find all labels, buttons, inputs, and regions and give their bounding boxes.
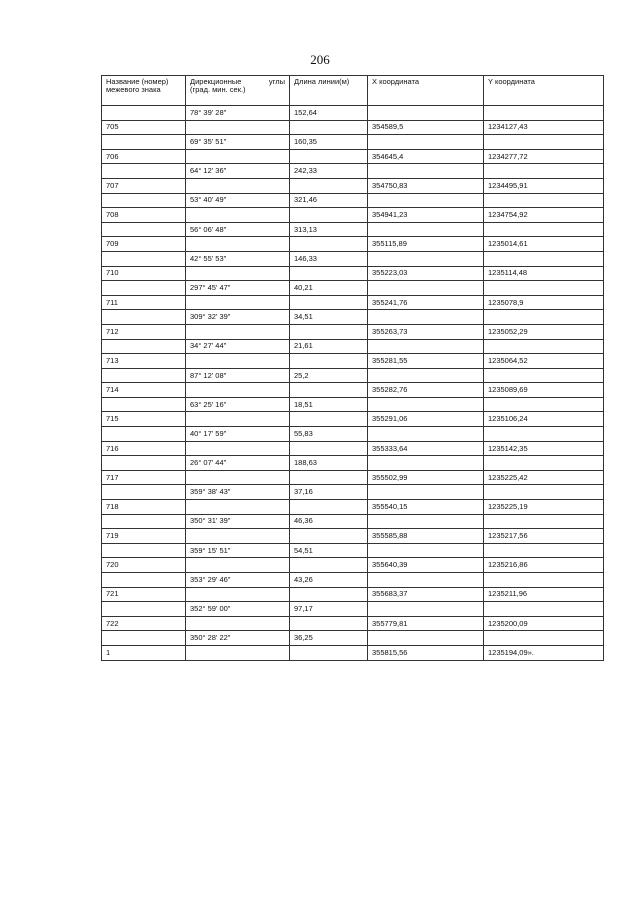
cell-name bbox=[102, 456, 186, 471]
cell-x bbox=[368, 485, 484, 500]
cell-name: 722 bbox=[102, 616, 186, 631]
cell-length: 188,63 bbox=[290, 456, 368, 471]
table-body bbox=[102, 106, 604, 661]
cell-y bbox=[484, 485, 604, 500]
header-angle-part3: (град. мин. сек.) bbox=[190, 84, 246, 94]
cell-length bbox=[290, 470, 368, 485]
cell-x bbox=[368, 543, 484, 558]
cell-name bbox=[102, 631, 186, 646]
cell-name bbox=[102, 164, 186, 179]
table-row bbox=[102, 295, 604, 310]
cell-angle bbox=[186, 354, 290, 369]
cell-name bbox=[102, 106, 186, 121]
cell-y bbox=[484, 222, 604, 237]
table-row bbox=[102, 383, 604, 398]
cell-name: 717 bbox=[102, 470, 186, 485]
cell-x bbox=[368, 281, 484, 296]
cell-y bbox=[484, 456, 604, 471]
cell-x bbox=[368, 573, 484, 588]
table-row bbox=[102, 397, 604, 412]
cell-length: 160,35 bbox=[290, 135, 368, 150]
cell-angle: 87° 12' 08" bbox=[186, 368, 290, 383]
cell-name: 719 bbox=[102, 529, 186, 544]
cell-y: 1235225,19 bbox=[484, 500, 604, 515]
header-y: Y координата bbox=[484, 76, 604, 106]
cell-name: 718 bbox=[102, 500, 186, 515]
cell-x bbox=[368, 106, 484, 121]
table-row bbox=[102, 456, 604, 471]
header-angle bbox=[186, 76, 290, 106]
cell-y: 1234127,43 bbox=[484, 120, 604, 135]
cell-angle: 56° 06' 48" bbox=[186, 222, 290, 237]
cell-name bbox=[102, 193, 186, 208]
cell-y bbox=[484, 397, 604, 412]
cell-x bbox=[368, 514, 484, 529]
cell-x: 354589,5 bbox=[368, 120, 484, 135]
cell-name: 711 bbox=[102, 295, 186, 310]
cell-length: 152,64 bbox=[290, 106, 368, 121]
cell-angle bbox=[186, 383, 290, 398]
cell-length: 313,13 bbox=[290, 222, 368, 237]
cell-length: 97,17 bbox=[290, 602, 368, 617]
cell-x: 355223,03 bbox=[368, 266, 484, 281]
cell-x bbox=[368, 164, 484, 179]
cell-x: 355640,39 bbox=[368, 558, 484, 573]
cell-y: 1235052,29 bbox=[484, 324, 604, 339]
cell-y bbox=[484, 164, 604, 179]
cell-angle bbox=[186, 237, 290, 252]
cell-length: 54,51 bbox=[290, 543, 368, 558]
table-row bbox=[102, 645, 604, 660]
cell-length bbox=[290, 412, 368, 427]
cell-angle bbox=[186, 529, 290, 544]
cell-name bbox=[102, 135, 186, 150]
cell-y bbox=[484, 281, 604, 296]
table-row bbox=[102, 427, 604, 442]
cell-name: 710 bbox=[102, 266, 186, 281]
cell-angle: 309° 32' 39" bbox=[186, 310, 290, 325]
cell-length: 21,61 bbox=[290, 339, 368, 354]
cell-length bbox=[290, 587, 368, 602]
table-row bbox=[102, 514, 604, 529]
cell-angle bbox=[186, 120, 290, 135]
cell-length: 146,33 bbox=[290, 251, 368, 266]
cell-name: 706 bbox=[102, 149, 186, 164]
cell-y bbox=[484, 543, 604, 558]
header-length: Длина линии(м) bbox=[290, 76, 368, 106]
cell-angle bbox=[186, 149, 290, 164]
cell-angle: 34° 27' 44" bbox=[186, 339, 290, 354]
cell-length bbox=[290, 295, 368, 310]
cell-x: 355115,89 bbox=[368, 237, 484, 252]
cell-y: 1235142,35 bbox=[484, 441, 604, 456]
cell-x bbox=[368, 456, 484, 471]
cell-y: 1234495,91 bbox=[484, 178, 604, 193]
cell-name bbox=[102, 573, 186, 588]
cell-y: 1235106,24 bbox=[484, 412, 604, 427]
cell-y: 1235064,52 bbox=[484, 354, 604, 369]
cell-y bbox=[484, 106, 604, 121]
cell-x: 355281,55 bbox=[368, 354, 484, 369]
cell-length bbox=[290, 645, 368, 660]
cell-y: 1235200,09 bbox=[484, 616, 604, 631]
cell-x: 355779,81 bbox=[368, 616, 484, 631]
table-row bbox=[102, 193, 604, 208]
cell-x bbox=[368, 310, 484, 325]
cell-length bbox=[290, 237, 368, 252]
cell-name: 713 bbox=[102, 354, 186, 369]
cell-name: 721 bbox=[102, 587, 186, 602]
cell-name bbox=[102, 397, 186, 412]
cell-y: 1235225,42 bbox=[484, 470, 604, 485]
cell-angle: 69° 35' 51" bbox=[186, 135, 290, 150]
cell-name: 720 bbox=[102, 558, 186, 573]
cell-x: 355540,15 bbox=[368, 500, 484, 515]
table-row bbox=[102, 164, 604, 179]
cell-x bbox=[368, 368, 484, 383]
cell-x bbox=[368, 222, 484, 237]
cell-angle: 26° 07' 44" bbox=[186, 456, 290, 471]
cell-length: 34,51 bbox=[290, 310, 368, 325]
cell-name bbox=[102, 222, 186, 237]
cell-y bbox=[484, 631, 604, 646]
table-row bbox=[102, 602, 604, 617]
table-row bbox=[102, 237, 604, 252]
cell-angle bbox=[186, 500, 290, 515]
cell-x: 355291,06 bbox=[368, 412, 484, 427]
cell-x: 355333,64 bbox=[368, 441, 484, 456]
table-row bbox=[102, 470, 604, 485]
cell-length bbox=[290, 178, 368, 193]
cell-x: 355683,37 bbox=[368, 587, 484, 602]
cell-length bbox=[290, 208, 368, 223]
cell-length: 18,51 bbox=[290, 397, 368, 412]
cell-length: 40,21 bbox=[290, 281, 368, 296]
table-row bbox=[102, 631, 604, 646]
cell-angle: 352° 59' 00" bbox=[186, 602, 290, 617]
cell-name bbox=[102, 339, 186, 354]
cell-angle bbox=[186, 587, 290, 602]
cell-name bbox=[102, 368, 186, 383]
cell-name bbox=[102, 310, 186, 325]
table-row bbox=[102, 529, 604, 544]
cell-y: 1235114,48 bbox=[484, 266, 604, 281]
cell-angle bbox=[186, 266, 290, 281]
table-row bbox=[102, 500, 604, 515]
page-number: 206 bbox=[310, 52, 330, 67]
cell-angle bbox=[186, 178, 290, 193]
cell-y bbox=[484, 602, 604, 617]
cell-y: 1235216,86 bbox=[484, 558, 604, 573]
cell-y bbox=[484, 193, 604, 208]
cell-y bbox=[484, 339, 604, 354]
cell-length bbox=[290, 324, 368, 339]
cell-x: 355241,76 bbox=[368, 295, 484, 310]
cell-angle: 78° 39' 28" bbox=[186, 106, 290, 121]
table-row bbox=[102, 281, 604, 296]
cell-name bbox=[102, 485, 186, 500]
cell-x bbox=[368, 193, 484, 208]
cell-name bbox=[102, 281, 186, 296]
cell-angle: 40° 17' 59" bbox=[186, 427, 290, 442]
cell-x: 355815,56 bbox=[368, 645, 484, 660]
cell-angle bbox=[186, 645, 290, 660]
table-row bbox=[102, 310, 604, 325]
table-row bbox=[102, 324, 604, 339]
cell-x bbox=[368, 251, 484, 266]
cell-y bbox=[484, 368, 604, 383]
cell-angle bbox=[186, 470, 290, 485]
cell-name bbox=[102, 602, 186, 617]
table-row bbox=[102, 573, 604, 588]
cell-x: 355282,76 bbox=[368, 383, 484, 398]
cell-y: 1235217,56 bbox=[484, 529, 604, 544]
cell-name bbox=[102, 514, 186, 529]
table-row bbox=[102, 208, 604, 223]
cell-name: 715 bbox=[102, 412, 186, 427]
cell-angle bbox=[186, 412, 290, 427]
cell-x bbox=[368, 397, 484, 412]
cell-length bbox=[290, 120, 368, 135]
cell-angle bbox=[186, 208, 290, 223]
cell-angle: 359° 38' 43" bbox=[186, 485, 290, 500]
header-angle-part1: Дирекционные bbox=[190, 77, 242, 86]
table-row bbox=[102, 266, 604, 281]
cell-length bbox=[290, 500, 368, 515]
table-row bbox=[102, 339, 604, 354]
cell-y bbox=[484, 573, 604, 588]
table-row bbox=[102, 368, 604, 383]
cell-name bbox=[102, 427, 186, 442]
cell-y bbox=[484, 310, 604, 325]
cell-length bbox=[290, 616, 368, 631]
cell-x bbox=[368, 427, 484, 442]
header-name: Название (номер) межевого знака bbox=[102, 76, 186, 106]
cell-length bbox=[290, 266, 368, 281]
cell-angle bbox=[186, 616, 290, 631]
cell-name: 707 bbox=[102, 178, 186, 193]
cell-name: 705 bbox=[102, 120, 186, 135]
cell-length bbox=[290, 558, 368, 573]
cell-angle bbox=[186, 441, 290, 456]
cell-length bbox=[290, 149, 368, 164]
cell-length: 25,2 bbox=[290, 368, 368, 383]
cell-length: 321,46 bbox=[290, 193, 368, 208]
table-row bbox=[102, 178, 604, 193]
cell-angle: 353° 29' 46" bbox=[186, 573, 290, 588]
cell-x bbox=[368, 135, 484, 150]
cell-y: 1235089,69 bbox=[484, 383, 604, 398]
table-row bbox=[102, 412, 604, 427]
cell-name bbox=[102, 543, 186, 558]
cell-y: 1235211,96 bbox=[484, 587, 604, 602]
cell-angle: 42° 55' 53" bbox=[186, 251, 290, 266]
table-row bbox=[102, 106, 604, 121]
cell-y bbox=[484, 427, 604, 442]
cell-y bbox=[484, 251, 604, 266]
cell-y: 1235014,61 bbox=[484, 237, 604, 252]
table-row bbox=[102, 558, 604, 573]
cell-name: 708 bbox=[102, 208, 186, 223]
table-row bbox=[102, 120, 604, 135]
cell-angle: 359° 15' 51" bbox=[186, 543, 290, 558]
cell-length bbox=[290, 529, 368, 544]
cell-angle: 53° 40' 49" bbox=[186, 193, 290, 208]
cell-name: 716 bbox=[102, 441, 186, 456]
cell-x: 354750,83 bbox=[368, 178, 484, 193]
cell-y: 1235078,9 bbox=[484, 295, 604, 310]
table-row bbox=[102, 222, 604, 237]
cell-angle: 350° 28' 22" bbox=[186, 631, 290, 646]
table-row bbox=[102, 587, 604, 602]
cell-length: 37,16 bbox=[290, 485, 368, 500]
cell-x: 354941,23 bbox=[368, 208, 484, 223]
header-angle-part2: углы bbox=[268, 77, 285, 86]
table-row bbox=[102, 441, 604, 456]
cell-angle bbox=[186, 324, 290, 339]
cell-name bbox=[102, 251, 186, 266]
cell-angle: 64° 12' 36" bbox=[186, 164, 290, 179]
cell-x: 355502,99 bbox=[368, 470, 484, 485]
cell-y: 1235194,09». bbox=[484, 645, 604, 660]
cell-length bbox=[290, 383, 368, 398]
cell-name: 709 bbox=[102, 237, 186, 252]
table-header-row bbox=[102, 76, 604, 106]
cell-y bbox=[484, 135, 604, 150]
cell-x bbox=[368, 339, 484, 354]
cell-length: 242,33 bbox=[290, 164, 368, 179]
cell-name: 712 bbox=[102, 324, 186, 339]
table-row bbox=[102, 251, 604, 266]
table-row bbox=[102, 354, 604, 369]
cell-angle bbox=[186, 295, 290, 310]
cell-x bbox=[368, 631, 484, 646]
cell-length: 46,36 bbox=[290, 514, 368, 529]
table-row bbox=[102, 616, 604, 631]
table-row bbox=[102, 485, 604, 500]
table-row bbox=[102, 149, 604, 164]
cell-angle bbox=[186, 558, 290, 573]
cell-x: 355263,73 bbox=[368, 324, 484, 339]
cell-length: 43,26 bbox=[290, 573, 368, 588]
cell-angle: 63° 25' 16" bbox=[186, 397, 290, 412]
cell-length: 36,25 bbox=[290, 631, 368, 646]
cell-y: 1234754,92 bbox=[484, 208, 604, 223]
table-row bbox=[102, 543, 604, 558]
cell-x bbox=[368, 602, 484, 617]
cell-angle: 297° 45' 47" bbox=[186, 281, 290, 296]
cell-y bbox=[484, 514, 604, 529]
cell-y: 1234277,72 bbox=[484, 149, 604, 164]
cell-length bbox=[290, 441, 368, 456]
cell-x: 354645,4 bbox=[368, 149, 484, 164]
cell-name: 714 bbox=[102, 383, 186, 398]
cell-angle: 350° 31' 39" bbox=[186, 514, 290, 529]
header-x: X координата bbox=[368, 76, 484, 106]
boundary-marks-table bbox=[101, 75, 604, 661]
cell-x: 355585,88 bbox=[368, 529, 484, 544]
table-row bbox=[102, 135, 604, 150]
cell-length: 55,83 bbox=[290, 427, 368, 442]
cell-name: 1 bbox=[102, 645, 186, 660]
cell-length bbox=[290, 354, 368, 369]
